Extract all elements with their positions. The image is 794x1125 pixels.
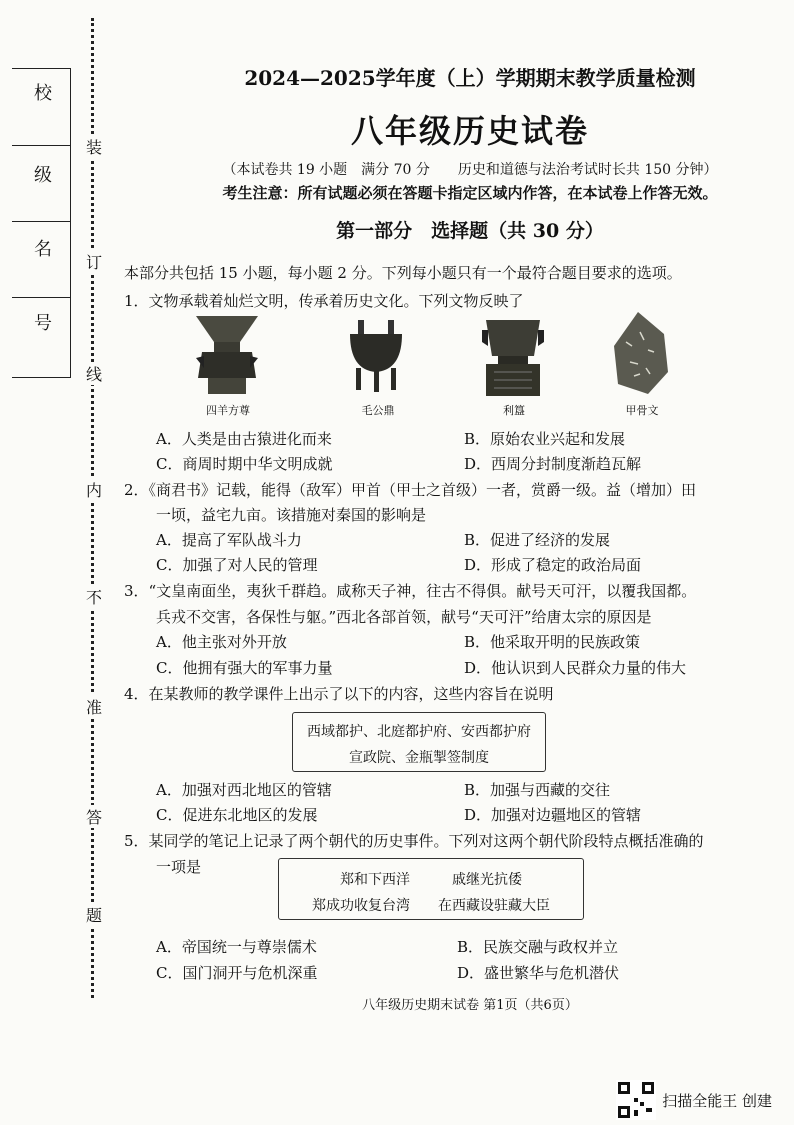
exam-title-line1: 2024—2025学年度（上）学期期末教学质量检测: [244, 66, 696, 90]
notes-line: 郑成功收复台湾 在西藏设驻藏大臣: [312, 898, 550, 914]
option-c: C．他拥有强大的军事力量: [156, 659, 333, 677]
artifact-caption: 利簋: [503, 404, 525, 417]
option-b: B．原始农业兴起和发展: [464, 430, 626, 448]
option-d: D．西周分封制度渐趋瓦解: [464, 455, 642, 473]
seal-char: 内: [83, 478, 105, 501]
artifact-caption: 毛公鼎: [361, 404, 395, 417]
option-a: A．提高了军队战斗力: [156, 531, 302, 549]
seal-char: 题: [83, 903, 105, 926]
option-b: B．他采取开明的民族政策: [464, 633, 641, 651]
option-a: A．帝国统一与尊崇儒术: [156, 938, 317, 956]
exam-notice: 考生注意：所有试题必须在答题卡指定区域内作答，在本试卷上作答无效。: [222, 184, 718, 202]
scanner-watermark: [616, 1080, 772, 1120]
option-c: C．国门洞开与危机深重: [156, 964, 318, 982]
notes-line: 郑和下西洋 戚继光抗倭: [340, 872, 522, 888]
binding-dotted-line: [91, 18, 94, 998]
option-b: B．促进了经济的发展: [464, 531, 611, 549]
question-5-stem-cont: 一项是: [156, 858, 202, 876]
option-a: A．他主张对外开放: [156, 633, 287, 651]
school-label: 校: [34, 83, 52, 104]
seal-char: 订: [83, 250, 105, 273]
exam-title-line2: 八年级历史试卷: [350, 112, 589, 150]
option-c: C．加强了对人民的管理: [156, 556, 318, 574]
artifact-caption: 甲骨文: [625, 404, 659, 417]
page-footer: 八年级历史期末试卷 第1页（共6页）: [362, 998, 578, 1013]
option-d: D．加强对边疆地区的管辖: [464, 806, 642, 824]
option-d: D．盛世繁华与危机潜伏: [457, 964, 620, 982]
section-title: 第一部分 选择题（共 30 分）: [336, 220, 604, 242]
section-intro: 本部分共包括 15 小题，每小题 2 分。下列每小题只有一个最符合题目要求的选项。: [124, 264, 682, 282]
divider: [12, 145, 70, 146]
option-c: C．促进东北地区的发展: [156, 806, 318, 824]
question-3-stem: 3．“文皇南面坐，夷狄千群趋。咸称天子神，往古不得俱。献号天可汗，以覆我国都。: [124, 582, 697, 600]
student-info-box: [12, 68, 71, 378]
question-3-stem-cont: 兵戎不交害，各保性与躯。”西北各部首领，献号“天可汗”给唐太宗的原因是: [156, 608, 652, 626]
question-1-stem: 1．文物承载着灿烂文明，传承着历史文化。下列文物反映了: [124, 292, 524, 310]
option-b: B．民族交融与政权并立: [457, 938, 619, 956]
material-line: 西域都护、北庭都护府、安西都护府: [307, 724, 531, 740]
seal-char: 准: [83, 695, 105, 718]
question-5-notes-box: [278, 858, 584, 920]
name-label: 名: [34, 239, 52, 260]
four-goat-zun-image: [192, 312, 262, 398]
option-d: D．形成了稳定的政治局面: [464, 556, 642, 574]
seal-char: 线: [83, 362, 105, 385]
class-label: 级: [34, 165, 52, 186]
question-2-stem: 2．《商君书》记载，能得（敌军）甲首（甲士之首级）一者，赏爵一级。益（增加）田: [124, 481, 697, 499]
question-4-material-box: [292, 712, 546, 772]
material-line: 宣政院、金瓶掣签制度: [349, 750, 489, 766]
question-5-stem: 5．某同学的笔记上记录了两个朝代的历史事件。下列对这两个朝代阶段特点概括准确的: [124, 832, 704, 850]
seal-char: 装: [83, 135, 105, 158]
artifact-caption: 四羊方尊: [206, 404, 250, 417]
oracle-bone-image: [612, 310, 670, 396]
seal-char: 答: [83, 805, 105, 828]
scanner-label: 扫描全能王 创建: [662, 1091, 772, 1110]
exam-info: （本试卷共 19 小题 满分 70 分 历史和道德与法治考试时长共 150 分钟）: [222, 162, 718, 178]
number-label: 号: [34, 313, 52, 334]
qr-code-icon: [616, 1080, 656, 1120]
option-a: A．加强对西北地区的管辖: [156, 781, 332, 799]
mao-gong-ding-image: [344, 318, 408, 394]
seal-char: 不: [83, 585, 105, 608]
question-4-stem: 4．在某教师的教学课件上出示了以下的内容，这些内容旨在说明: [124, 685, 554, 703]
option-c: C．商周时期中华文明成就: [156, 455, 333, 473]
option-d: D．他认识到人民群众力量的伟大: [464, 659, 687, 677]
divider: [12, 221, 70, 222]
option-a: A．人类是由古猿进化而来: [156, 430, 332, 448]
li-gui-image: [480, 316, 546, 398]
option-b: B．加强与西藏的交往: [464, 781, 611, 799]
divider: [12, 297, 70, 298]
question-2-stem-cont: 一顷，益宅九亩。该措施对秦国的影响是: [156, 506, 427, 524]
